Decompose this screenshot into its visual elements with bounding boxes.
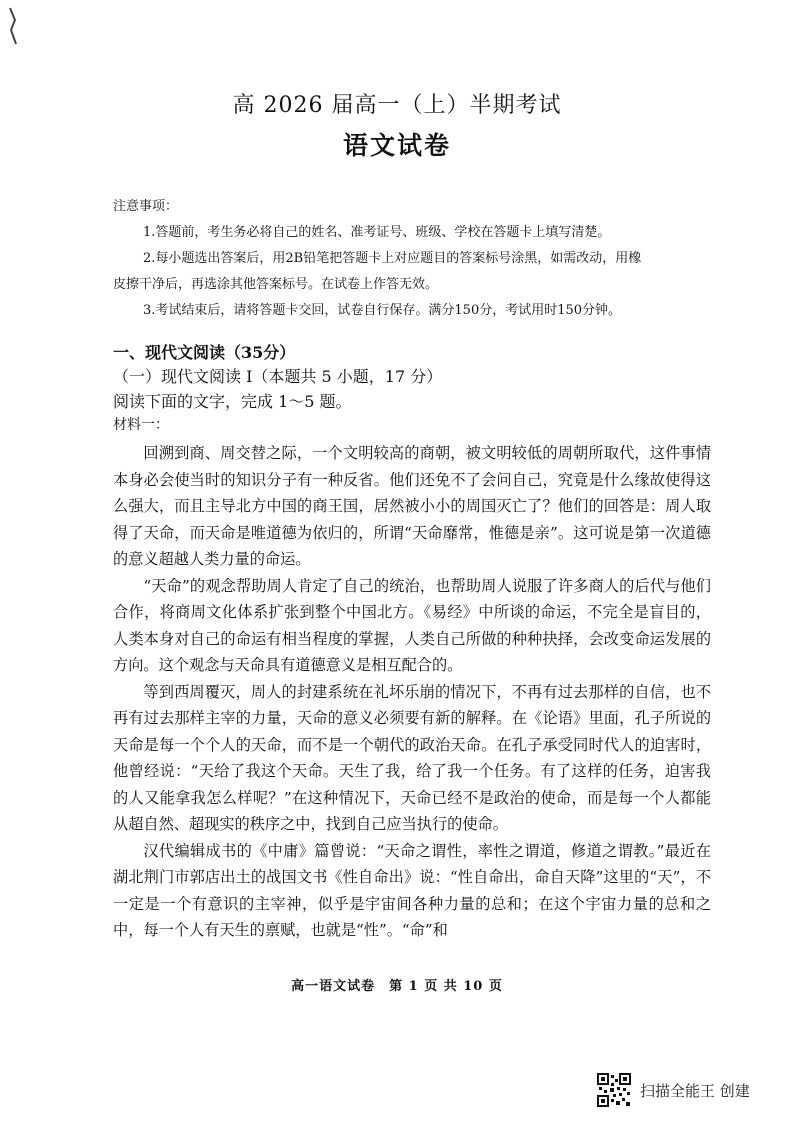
material-label: 材料一： — [113, 417, 169, 433]
qr-code-icon — [597, 1073, 631, 1107]
staple-mark-icon — [6, 6, 20, 46]
passage-paragraph: 等到西周覆灭，周人的封建系统在礼坏乐崩的情况下，不再有过去那样的自信，也不再有过去那样主宰的力量，天命的意义必须要有新的解释。在《论语》里面，孔子所说的天命是每一个个人的天命，而不是一个朝代的政治天命。在孔子承受同时代人的迫害时，他曾经说：“天给了我这个天命。天生了我，给了我一个任务。有了这样的任务，迫害我的人又能拿我怎么样呢？”在这种情况下，天命已经不是政治的使命，而是每一个人都能从超自然、超现实的秩序之中，找到自己应当执行的使命。 — [113, 682, 711, 833]
scanner-watermark — [597, 1072, 750, 1108]
reading-passage — [113, 440, 711, 944]
notice-item: 3.考试结束后，请将答题卡交回，试卷自行保存。满分150分，考试用时150分钟。 — [143, 303, 622, 318]
notice-item: 2.每小题选出答案后，用2B铅笔把答题卡上对应题目的答案标号涂黑，如需改动，用橡 — [143, 251, 642, 266]
notice-heading: 注意事项： — [113, 199, 179, 214]
notice-block — [113, 194, 703, 324]
page-footer: 高一语文试卷 第 1 页 共 10 页 — [291, 979, 503, 994]
reading-instruction: 阅读下面的文字，完成 1～5 题。 — [113, 392, 352, 411]
notice-item: 皮擦干净后，再选涂其他答案标号。在试卷上作答无效。 — [113, 277, 439, 292]
scanner-brand-label: 扫描全能王 创建 — [640, 1081, 750, 1100]
notice-item: 1.答题前，考生务必将自己的姓名、准考证号、班级、学校在答题卡上填写清楚。 — [143, 225, 611, 240]
section-heading: 一、现代文阅读（35分） — [113, 343, 296, 362]
subsection-heading: （一）现代文阅读 I（本题共 5 小题，17 分） — [113, 367, 443, 386]
passage-paragraph: “天命”的观念帮助周人肯定了自己的统治，也帮助周人说服了许多商人的后代与他们合作，将商周文化体系扩张到整个中国北方。《易经》中所谈的命运，不完全是盲目的，人类本身对自己的命运有相当程度的掌握，人类自己所做的种种抉择，会改变命运发展的方向。这个观念与天命具有道德意义是相互配合的。 — [113, 576, 711, 674]
exam-subject: 语文试卷 — [342, 131, 451, 160]
exam-title: 高 2026 届高一（上）半期考试 — [232, 93, 562, 118]
passage-paragraph: 汉代编辑成书的《中庸》篇曾说：“天命之谓性，率性之谓道，修道之谓教。”最近在湖北荆门市郭店出土的战国文书《性自命出》说：“性自命出，命自天降”这里的“天”，不一定是一个有意识的主宰神，似乎是宇宙间各种力量的总和；在这个宇宙力量的总和之中，每一个人有天生的禀赋，也就是“性”。“命”和 — [113, 841, 711, 939]
passage-paragraph: 回溯到商、周交替之际，一个文明较高的商朝，被文明较低的周朝所取代，这件事情本身必会使当时的知识分子有一种反省。他们还免不了会问自己，究竟是什么缘故使得这么强大，而且主导北方中国的商王国，居然被小小的周国灭亡了？他们的回答是：周人取得了天命，而天命是唯道德为依归的，所谓“天命靡常，惟德是亲”。这可说是第一次道德的意义超越人类力量的命运。 — [113, 444, 711, 568]
